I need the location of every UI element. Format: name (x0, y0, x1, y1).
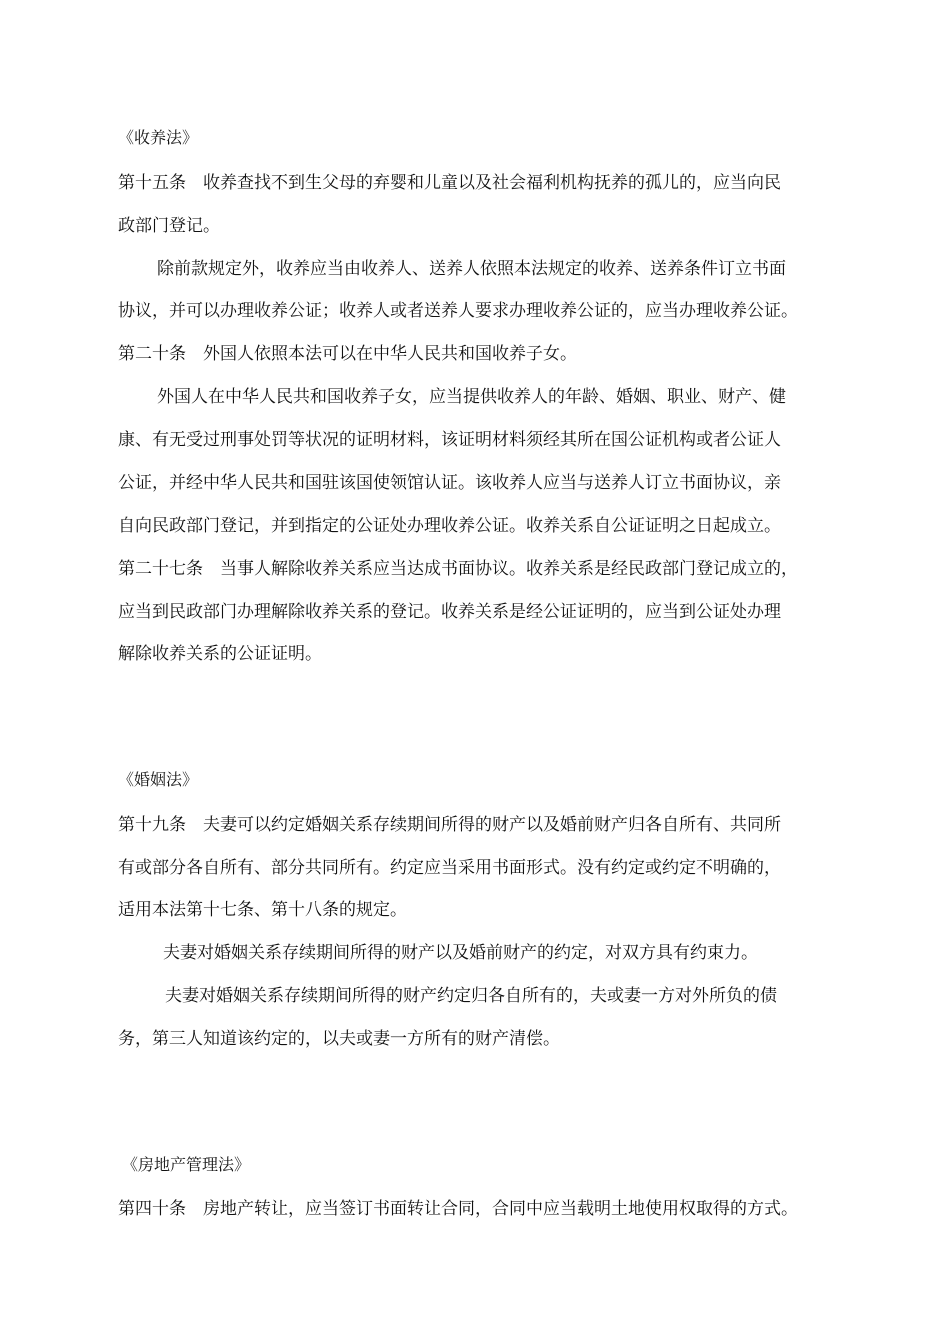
article-text-line: 第二十七条 当事人解除收养关系应当达成书面协议。收养关系是经民政部门登记成立的， (118, 559, 798, 579)
section-title-marriage-law: 《婚姻法》 (118, 770, 199, 789)
article-text-line: 自向民政部门登记，并到指定的公证处办理收养公证。收养关系自公证证明之日起成立。 (118, 516, 781, 536)
article-text-line: 外国人在中华人民共和国收养子女，应当提供收养人的年龄、婚姻、职业、财产、健 (157, 387, 786, 407)
article-text-line: 政部门登记。 (118, 216, 220, 236)
article-text-line: 第十五条 收养查找不到生父母的弃婴和儿童以及社会福利机构抚养的孤儿的，应当向民 (118, 173, 781, 193)
section-title-real-estate-law: 《房地产管理法》 (122, 1155, 251, 1174)
article-text-line: 务，第三人知道该约定的，以夫或妻一方所有的财产清偿。 (118, 1029, 560, 1049)
article-text-line: 解除收养关系的公证证明。 (118, 644, 322, 664)
article-text-line: 夫妻对婚姻关系存续期间所得的财产以及婚前财产的约定，对双方具有约束力。 (163, 943, 758, 963)
article-text-line: 第十九条 夫妻可以约定婚姻关系存续期间所得的财产以及婚前财产归各自所有、共同所 (118, 815, 781, 835)
article-text-line: 康、有无受过刑事处罚等状况的证明材料，该证明材料须经其所在国公证机构或者公证人 (118, 430, 781, 450)
article-text-line: 第二十条 外国人依照本法可以在中华人民共和国收养子女。 (118, 344, 577, 364)
article-text-line: 公证，并经中华人民共和国驻该国使领馆认证。该收养人应当与送养人订立书面协议，亲 (118, 473, 781, 493)
article-text-line: 夫妻对婚姻关系存续期间所得的财产约定归各自所有的，夫或妻一方对外所负的债 (165, 986, 777, 1006)
article-text-line: 第四十条 房地产转让，应当签订书面转让合同，合同中应当载明土地使用权取得的方式。 (118, 1199, 798, 1219)
section-title-adoption-law: 《收养法》 (118, 128, 199, 147)
article-text-line: 有或部分各自所有、部分共同所有。约定应当采用书面形式。没有约定或约定不明确的， (118, 858, 781, 878)
article-text-line: 协议，并可以办理收养公证；收养人或者送养人要求办理收养公证的，应当办理收养公证。 (118, 301, 798, 321)
article-text-line: 适用本法第十七条、第十八条的规定。 (118, 900, 407, 920)
article-text-line: 应当到民政部门办理解除收养关系的登记。收养关系是经公证证明的，应当到公证处办理 (118, 602, 781, 622)
article-text-line: 除前款规定外，收养应当由收养人、送养人依照本法规定的收养、送养条件订立书面 (157, 259, 786, 279)
